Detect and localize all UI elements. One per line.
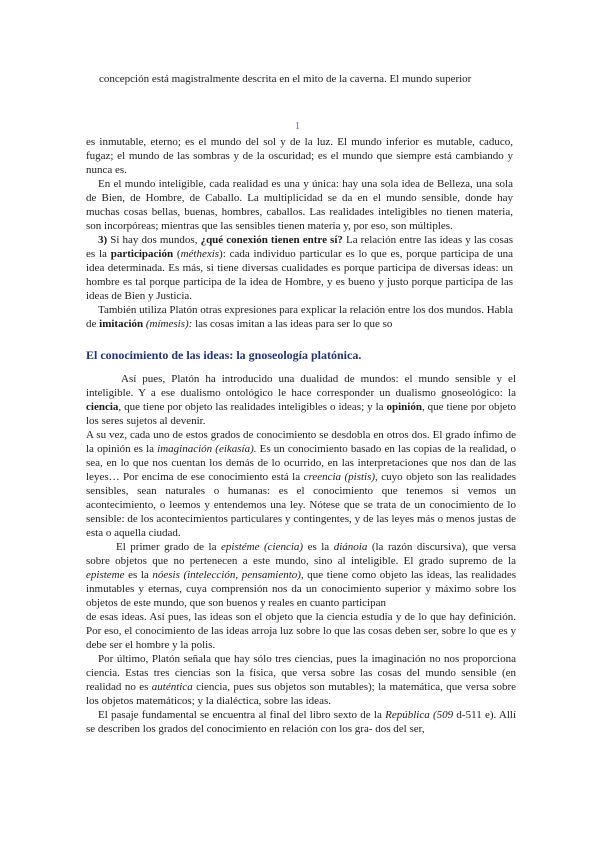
paragraph-definicion: de esas ideas. Así pues, las ideas son el objeto que la ciencia estudia y de lo que hay definición. Por eso, el conocimiento de las ideas arroja luz sobre lo que las cosas deben ser, sobre lo que es y debe ser el hombre y la polis. bbox=[86, 611, 516, 651]
term-republica: República (509 bbox=[385, 709, 454, 721]
paragraph-inteligible: En el mundo inteligible, cada realidad es una y única: hay una sola idea de Belleza, una sola de Bien, de Hombre, de Caballo. La multiplicidad se da en el mundo sensible, donde hay muchas cosas bellas, buenas, hombres, caballos. Las realidades inteligibles no tienen materia, son incorpóreas; mientras que las sensibles tienen materia y, por eso, son múltiples. bbox=[86, 178, 513, 232]
paragraph-inmutable: es inmutable, eterno; es el mundo del sol y de la luz. El mundo inferior es mutable, caduco, fugaz; el mundo de las sombras y de la oscuridad; es el mundo que siempre está cambiando y nunca es. bbox=[86, 136, 513, 176]
page-number: 1 bbox=[295, 121, 300, 132]
gnoseology-section bbox=[86, 372, 516, 736]
term-episteme: epistéme (ciencia) bbox=[221, 541, 304, 553]
paragraph-dualidad: Así pues, Platón ha introducido una dualidad de mundos: el mundo sensible y el inteligible. Y a ese dualismo ontológico le hace corresponder un dualismo gnoseológico: la ciencia, que tiene por objeto las realidades inteligibles o ideas; y la opinión, que tiene por objeto los seres sujetos al devenir. bbox=[86, 373, 516, 427]
paragraph-republica: El pasaje fundamental se encuentra al final del libro sexto de la República (509 d-511 e). Allí se describen los grados del conocimiento en relación con los gra- dos del ser, bbox=[86, 709, 517, 735]
paragraph-episteme: El primer grado de la epistéme (ciencia) es la diánoia (la razón discursiva), que versa sobre objetos que no pertenecen a este mundo, sino al inteligible. El grado supremo de la episteme es la nóesis (intelección, pensamiento), que tiene como objeto las ideas, las realidades inmutables y eternas, cuya comprensión nos da un conocimiento superior y máximo sobre los objetos de este mundo, que son buenos y reales en cuanto participan bbox=[86, 541, 516, 609]
paragraph-tres-ciencias: Por último, Platón señala que hay sólo tres ciencias, pues la imaginación no nos proporciona ciencia. Estas tres ciencias son la física, que versa sobre las cosas del mundo sensible (en realidad no es auténtica ciencia, pues sus objetos son mutables); la matemática, que versa sobre los objetos matemáticos; y la dialéctica, sobre las ideas. bbox=[86, 653, 516, 707]
paragraph-participacion: 3) Si hay dos mundos, ¿qué conexión tienen entre sí? La relación entre las ideas y las cosas es la participación (méthexis): cada individuo particular es lo que es, porque participa de una idea determinada. Es más, si tiene diversas cualidades es porque participa de diversas ideas: un hombre es tal porque participa de la idea de Hombre, y es bueno y justo porque participa de las ideas de Bien y Justicia. bbox=[86, 234, 513, 302]
paragraph-imitacion: También utiliza Platón otras expresiones para explicar la relación entre los dos mundos. Habla de imitación (mímesis): las cosas imitan a las ideas para ser lo que so bbox=[86, 304, 513, 330]
term-participacion: participación bbox=[110, 248, 174, 260]
term-noesis: nóesis (intelección, pensamiento), bbox=[152, 569, 304, 581]
term-eikasia: imaginación (eikasía). bbox=[157, 443, 257, 455]
term-ciencia: ciencia bbox=[86, 401, 119, 413]
section-heading: El conocimiento de las ideas: la gnoseología platónica. bbox=[86, 348, 362, 362]
question-text: ¿qué conexión tienen entre sí? bbox=[200, 234, 343, 246]
ontology-section bbox=[86, 135, 513, 331]
term-pistis: creencia (pistis) bbox=[303, 471, 376, 483]
top-fragment: concepción está magistralmente descrita en el mito de la caverna. El mundo superior bbox=[99, 73, 472, 85]
paragraph-grados: A su vez, cada uno de estos grados de conocimiento se desdobla en otros dos. El grado ínfimo de la opinión es la imaginación (eikasía). Es un conocimiento basado en las copias de la realidad, o sea, en lo que nos cuentan los demás de lo ocurrido, en las interpretaciones que nos dan de las leyes… Por encima de ese conocimiento está la creencia (pistis), cuyo objeto son las realidades sensibles, sean naturales o humanas: es el conocimiento que tenemos si vemos un acontecimiento, o leemos y entendemos una ley. Nótese que se trata de un conocimiento de lo sensible: de los acontecimientos particulares y contingentes, y de las leyes más o menos justas de esta o aquella ciudad. bbox=[86, 429, 517, 539]
term-autentica: auténtica bbox=[151, 681, 193, 693]
term-opinion: opinión bbox=[386, 401, 422, 413]
item-number: 3) bbox=[98, 234, 108, 246]
term-mimesis: (mímesis): bbox=[143, 318, 193, 330]
term-methexis: méthexis bbox=[180, 248, 220, 260]
term-imitacion: imitación bbox=[99, 318, 144, 330]
term-dianoia: diánoia bbox=[333, 541, 368, 553]
